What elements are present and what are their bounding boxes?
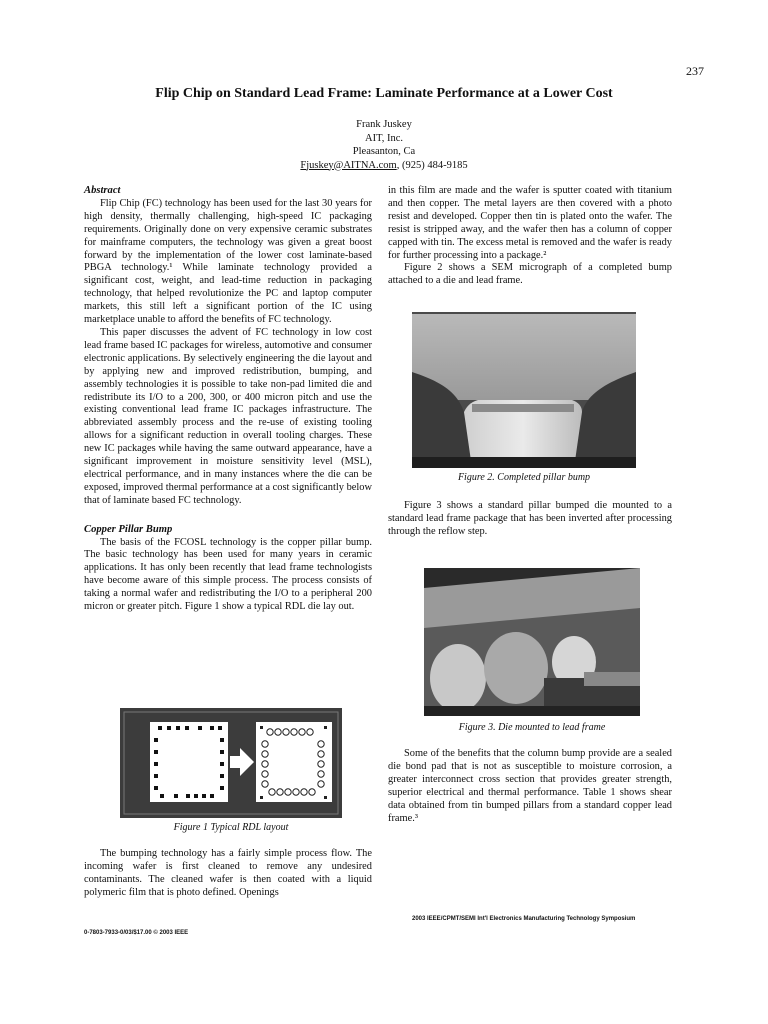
figure-3-caption: Figure 3. Die mounted to lead frame xyxy=(458,722,606,733)
figure-1-drawing xyxy=(120,708,342,818)
figure-2-intro: Figure 2 shows a SEM micrograph of a completed bump attached to a die and lead frame. xyxy=(388,262,672,287)
copper-pillar-heading: Copper Pillar Bump xyxy=(84,523,173,535)
author-block xyxy=(0,118,768,172)
abstract-paragraph-2: This paper discusses the advent of FC technology in low cost lead frame based IC packages for wireless, automotive and consumer electronic applications. By selectively engineering the die layout and by applying new and improved redistribution, bumping, and assembly technologies it is possible to take non-pad limited die and redistribute its I/O to a 200, 300, or 400 micron pitch and use the existing conventional lead frame IC packages infrastructure. The abbreviated assembly process and the re-use of existing tooling allows for a significant reduction in overall tooling charges. These new IC packages while having the same outward appearance, have a significant improvement in moisture sensitivity level (MSL), electrical performance, and in many instances where the die can be exposed, improved thermal performance at a cost significantly below that of laminate based FC technology. xyxy=(84,326,372,506)
author-email[interactable]: Fjuskey@AITNA.com xyxy=(300,159,397,171)
left-column-bottom xyxy=(84,848,372,900)
bumping-paragraph: The bumping technology has a fairly simple process flow. The incoming wafer is first cleaned to remove any undesired contaminants. The cleaned wafer is then coated with a liquid polymeric film that is photo defined. Openings xyxy=(84,848,372,898)
author-name: Frank Juskey xyxy=(356,119,412,130)
figure-1-caption: Figure 1 Typical RDL layout xyxy=(173,822,289,833)
author-contact xyxy=(0,159,768,173)
figure-2-caption: Figure 2. Completed pillar bump xyxy=(457,472,591,483)
abstract-heading: Abstract xyxy=(84,185,121,196)
symposium-footer: 2003 IEEE/CPMT/SEMI Int'l Electronics Manufacturing Technology Symposium xyxy=(412,916,636,922)
figure-2-drawing xyxy=(412,312,636,468)
paper-title: Flip Chip on Standard Lead Frame: Laminate Performance at a Lower Cost xyxy=(155,86,613,101)
benefits-paragraph: Some of the benefits that the column bump provide are a sealed die bond pad that is not as susceptible to moisture corrosion, a greater interconnect cross section that provides greater strength, superior electrical and thermal performance. Table 1 shows shear data obtained from tin bumped pillars from a standard copper lead frame.³ xyxy=(388,748,672,824)
copyright-footer: 0-7803-7933-0/03/$17.00 © 2003 IEEE xyxy=(84,930,189,936)
right-column-top xyxy=(388,185,672,288)
left-column xyxy=(84,185,372,614)
figure-1-rdl-layout xyxy=(120,708,342,818)
figure-3-intro: Figure 3 shows a standard pillar bumped die mounted to a standard lead frame package that has been inverted after processing through the reflow step. xyxy=(388,500,672,537)
figure-3-drawing xyxy=(424,568,640,716)
abstract-paragraph-1: Flip Chip (FC) technology has been used for the last 30 years for high density, thermally challenging, high-speed IC packaging requirements. Originally done on very expensive ceramic substrates for mainframe computers, the technology was given a great boost forward by the implementation of the lower cost laminate-based PBGA technology.¹ While laminate technology provided a significant cost, weight, and lead-time reduction in packaging technology, that helped revolutionize the PC and laptop computer markets, this still left a significant portion of the IC using marketplace unable to afford the benefits of FC technology. xyxy=(84,197,372,326)
author-org: AIT, Inc. xyxy=(365,132,403,144)
right-column-bottom xyxy=(388,748,672,825)
figure-3-photo xyxy=(424,568,640,716)
continuation-paragraph: in this film are made and the wafer is sputter coated with titanium and then copper. The metal layers are then covered with a photo resist and developed. Copper then tin is plated onto the wafer. The resist is stripped away, and the wafer then has a column of copper capped with tin. The excess metal is removed and the wafer is ready for further processing into a package.² xyxy=(388,185,672,261)
figure-2-sem-micrograph xyxy=(412,312,636,468)
copper-pillar-paragraph: The basis of the FCOSL technology is the copper pillar bump. The basic technology has been used for many years in ceramic applications. It has only been recently that lead frame technologists have become aware of this simple process. The process consists of taking a normal wafer and redistributing the I/O to a peripheral 200 micron or greater pitch. Figure 1 show a typical RDL die lay out. xyxy=(84,536,372,613)
page-number: 237 xyxy=(686,64,704,78)
author-location: Pleasanton, Ca xyxy=(352,146,416,157)
author-phone: , (925) 484-9185 xyxy=(396,159,468,171)
right-column-mid xyxy=(388,500,672,539)
